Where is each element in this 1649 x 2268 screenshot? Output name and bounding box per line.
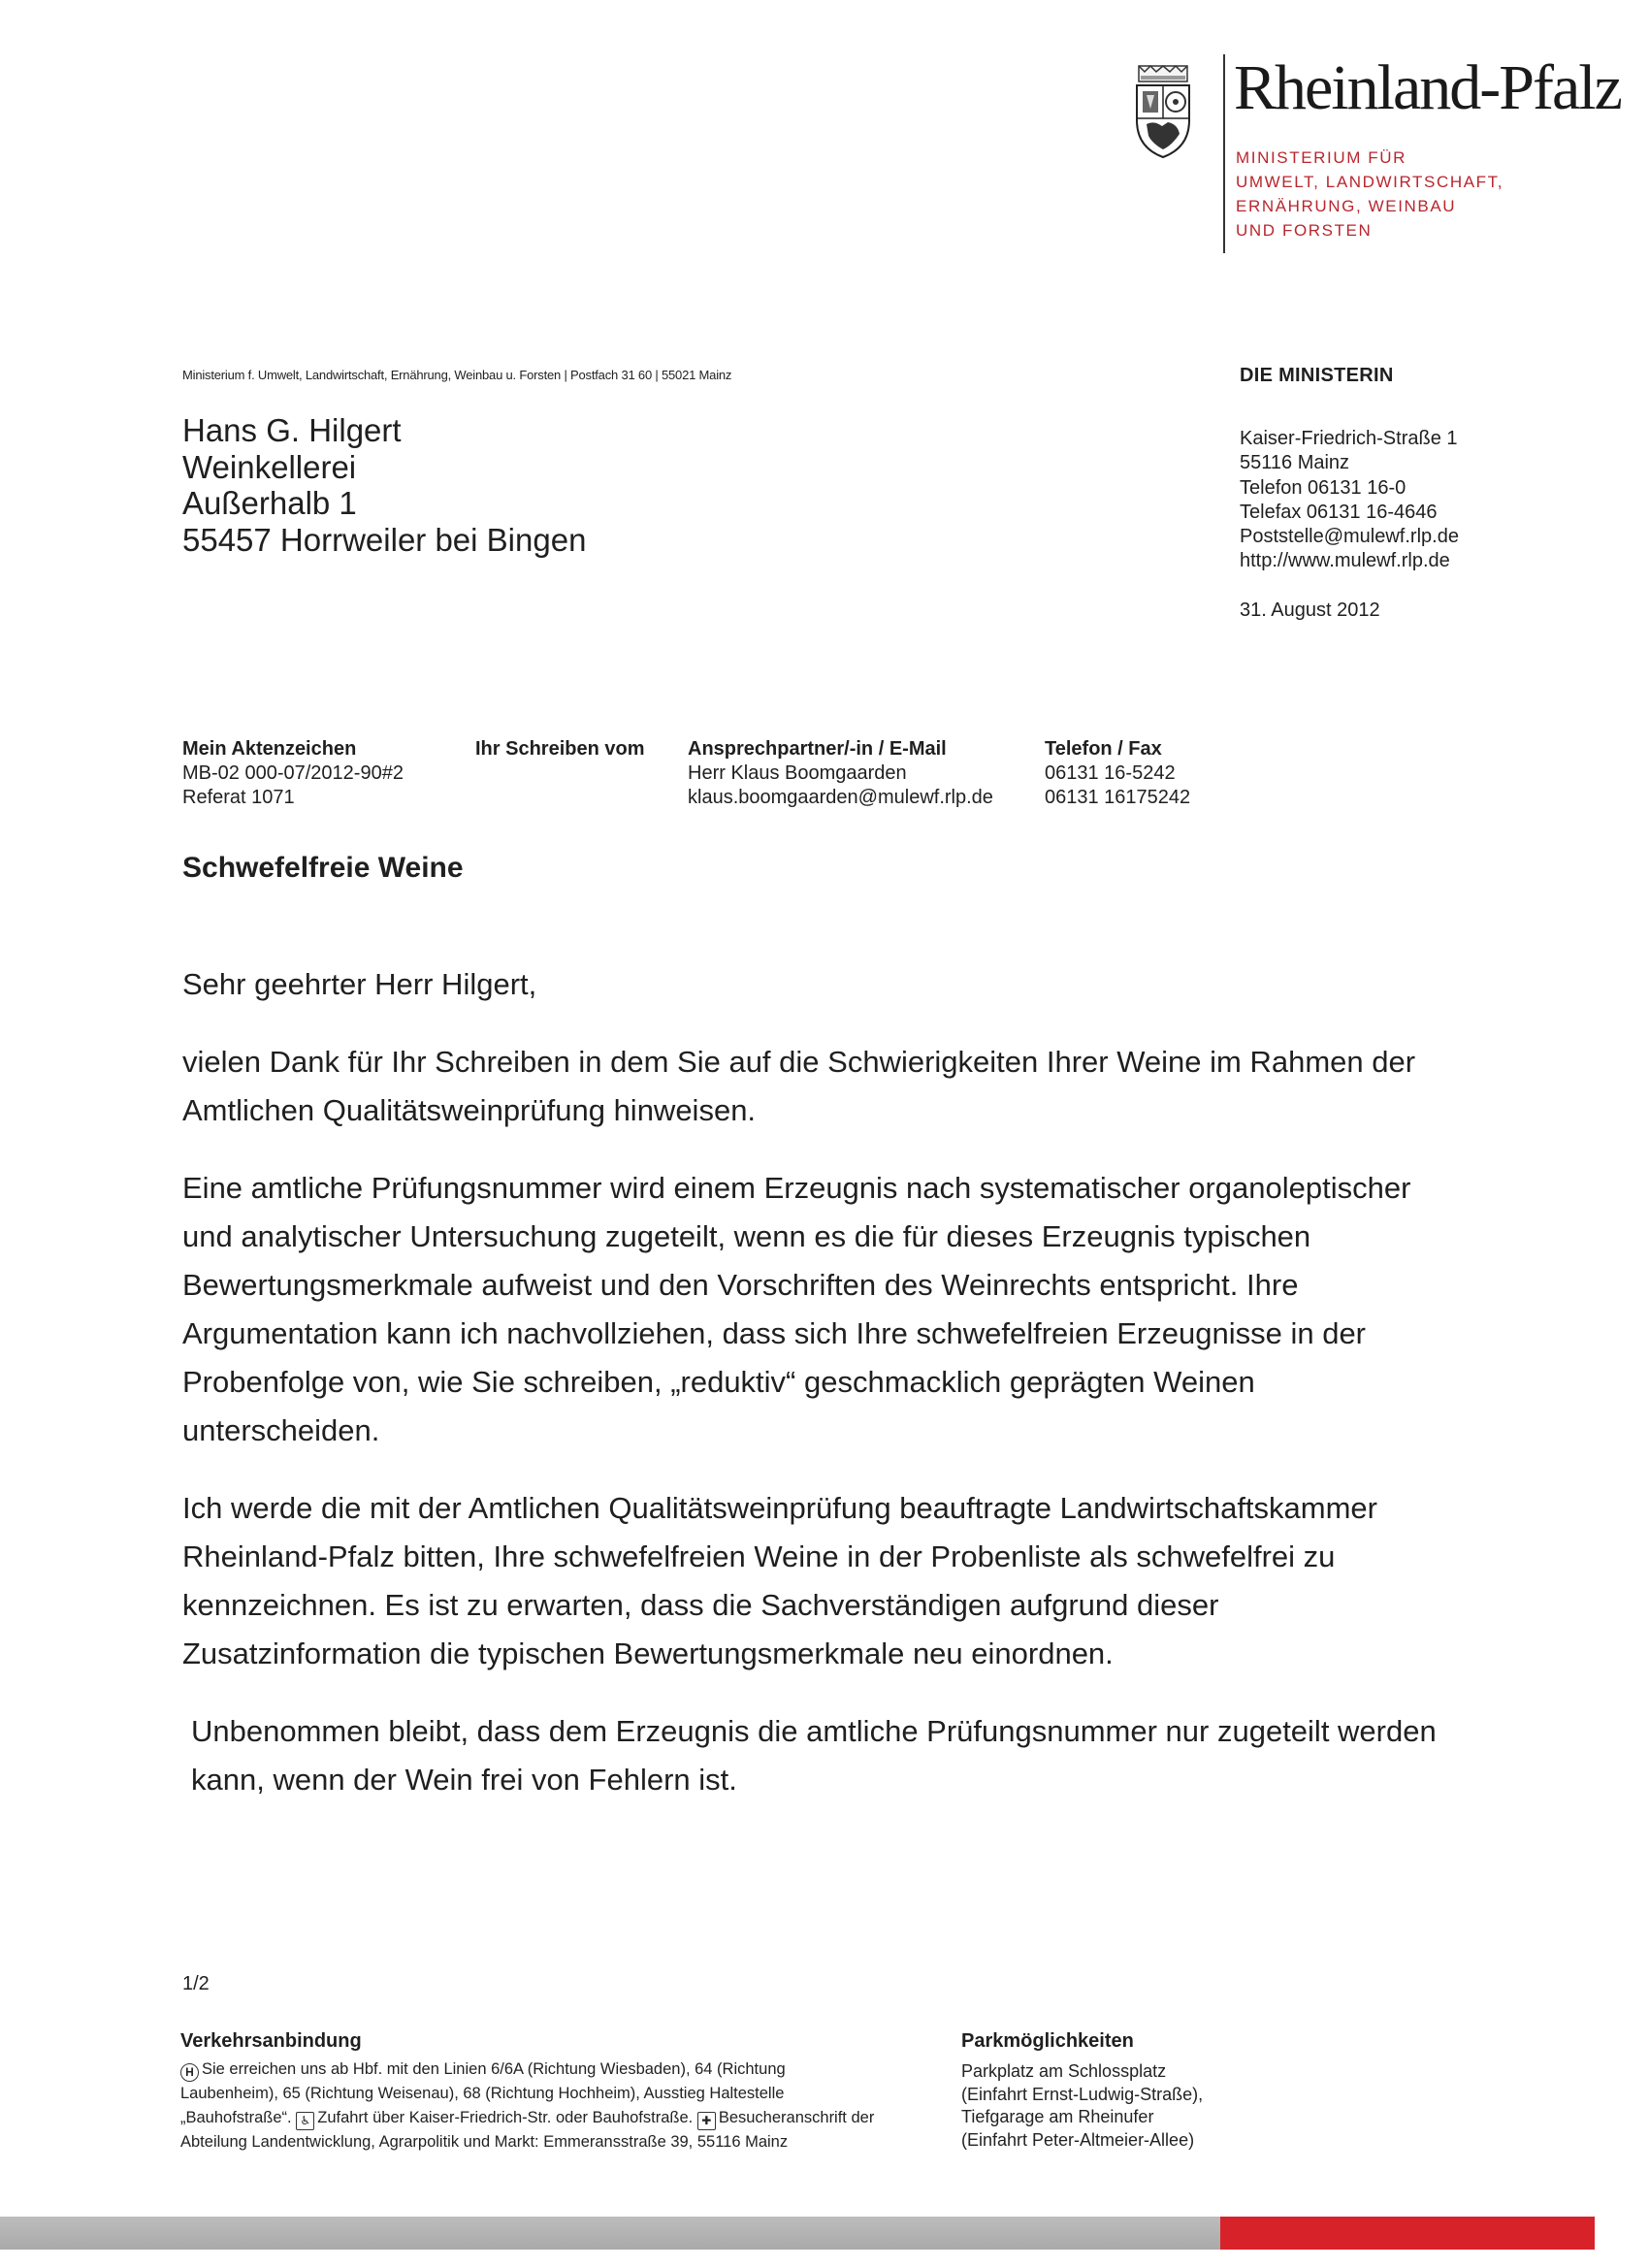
sender-return-address: Ministerium f. Umwelt, Landwirtschaft, Ernährung, Weinbau u. Forsten | Postfach 31 60 | 55021 Mainz: [182, 368, 732, 382]
reference-contact-person: [688, 737, 993, 810]
reference-value: Herr Klaus Boomgaarden: [688, 762, 907, 784]
recipient-company: Weinkellerei: [182, 448, 357, 485]
reference-value: 06131 16175242: [1045, 787, 1191, 808]
body-paragraph: vielen Dank für Ihr Schreiben in dem Sie auf die Schwierigkeiten Ihrer Weine im Rahmen der Amtlichen Qualitätsweinprüfung hinweisen.: [182, 1045, 1416, 1127]
recipient-street: Außerhalb 1: [182, 485, 357, 521]
page-number: 1/2: [182, 1973, 210, 1994]
sender-phone: Telefon 06131 16-0: [1240, 476, 1406, 499]
sender-street: Kaiser-Friedrich-Straße 1: [1240, 428, 1458, 449]
transport-heading: Verkehrsanbindung: [180, 2030, 362, 2052]
reference-file-number: [182, 737, 404, 810]
sender-contact-block: [1240, 427, 1459, 574]
recipient-name: Hans G. Hilgert: [182, 412, 402, 448]
sender-email: Poststelle@mulewf.rlp.de: [1240, 526, 1459, 548]
sender-fax: Telefax 06131 16-4646: [1240, 501, 1438, 523]
visitor-entrance-icon: ✚: [697, 2112, 716, 2130]
letter-subject: Schwefelfreie Weine: [182, 852, 464, 884]
reference-value: MB-02 000-07/2012-90#2: [182, 762, 404, 784]
reference-heading: Mein Aktenzeichen: [182, 738, 357, 760]
body-paragraph: Eine amtliche Prüfungsnummer wird einem Erzeugnis nach systematischer organoleptischer und analytischer Untersuchung zugeteilt, wenn es die für dieses Erzeugnis typischen Bewertungsmerkmale aufweist und den Vorschriften des Weinrechts entspricht. Ihre Argumentation kann ich nachvollziehen, dass sich Ihre schwefelfreien Erzeugnisse in der Probenfolge von, wie Sie schreiben, „reduktiv“ geschmacklich geprägten Weinen unterscheiden.: [182, 1171, 1411, 1447]
reference-heading: Ihr Schreiben vom: [475, 738, 645, 760]
sender-city: 55116 Mainz: [1240, 452, 1350, 474]
recipient-address: [182, 412, 586, 558]
reference-heading: Telefon / Fax: [1045, 738, 1162, 760]
sender-website: http://www.mulewf.rlp.de: [1240, 550, 1450, 572]
logo-ministry-name: MINISTERIUM FÜR UMWELT, LANDWIRTSCHAFT, ERNÄHRUNG, WEINBAU UND FORSTEN: [1236, 148, 1504, 240]
sender-title: DIE MINISTERIN: [1240, 365, 1394, 386]
reference-value: klaus.boomgaarden@mulewf.rlp.de: [688, 787, 993, 808]
logo-wordmark: Rheinland-Pfalz: [1234, 52, 1621, 123]
parking-info: Parkplatz am Schlossplatz (Einfahrt Ernst-Ludwig-Straße), Tiefgarage am Rheinufer (Einfahrt Peter-Altmeier-Allee): [961, 2061, 1204, 2150]
letter-date: 31. August 2012: [1240, 599, 1380, 621]
reference-value: 06131 16-5242: [1045, 762, 1176, 784]
bus-stop-icon: H: [180, 2063, 199, 2082]
reference-your-letter: [475, 737, 645, 761]
reference-value: Referat 1071: [182, 787, 295, 808]
body-paragraph: Unbenommen bleibt, dass dem Erzeugnis die amtliche Prüfungsnummer nur zugeteilt werden kann, wenn der Wein frei von Fehlern ist.: [191, 1714, 1437, 1797]
footer-stripe-grey: [0, 2217, 1220, 2250]
logo-divider: [1223, 54, 1225, 253]
coat-of-arms-icon: [1133, 64, 1193, 159]
wheelchair-icon: ♿: [296, 2112, 314, 2130]
reference-phone-fax: [1045, 737, 1190, 810]
transport-info: H Sie erreichen uns ab Hbf. mit den Linien 6/6A (Richtung Wiesbaden), 64 (Richtung Laubenheim), 65 (Richtung Weisenau), 68 (Richtung Hochheim), Ausstieg Haltestelle „Bauhofstraße“. ♿ Zufahrt über Kaiser-Friedrich-Str. oder Bauhofstraße. ✚ Besucheranschrift der Abteilung Landentwicklung, Agrarpolitik und Markt: Emmeransstraße 39, 55116 Mainz: [180, 2060, 875, 2151]
parking-heading: Parkmöglichkeiten: [961, 2030, 1134, 2052]
recipient-city: 55457 Horrweiler bei Bingen: [182, 521, 587, 558]
reference-heading: Ansprechpartner/-in / E-Mail: [688, 738, 947, 760]
letter-body: [182, 960, 1443, 1804]
salutation: Sehr geehrter Herr Hilgert,: [182, 967, 537, 1001]
footer-stripe-red: [1220, 2217, 1595, 2250]
body-paragraph: Ich werde die mit der Amtlichen Qualitätsweinprüfung beauftragte Landwirtschaftskammer Rheinland-Pfalz bitten, Ihre schwefelfreien Weine in der Probenliste als schwefelfrei zu kennzeichnen. Es ist zu erwarten, dass die Sachverständigen aufgrund dieser Zusatzinformation die typischen Bewertungsmerkmale neu einordnen.: [182, 1491, 1377, 1670]
